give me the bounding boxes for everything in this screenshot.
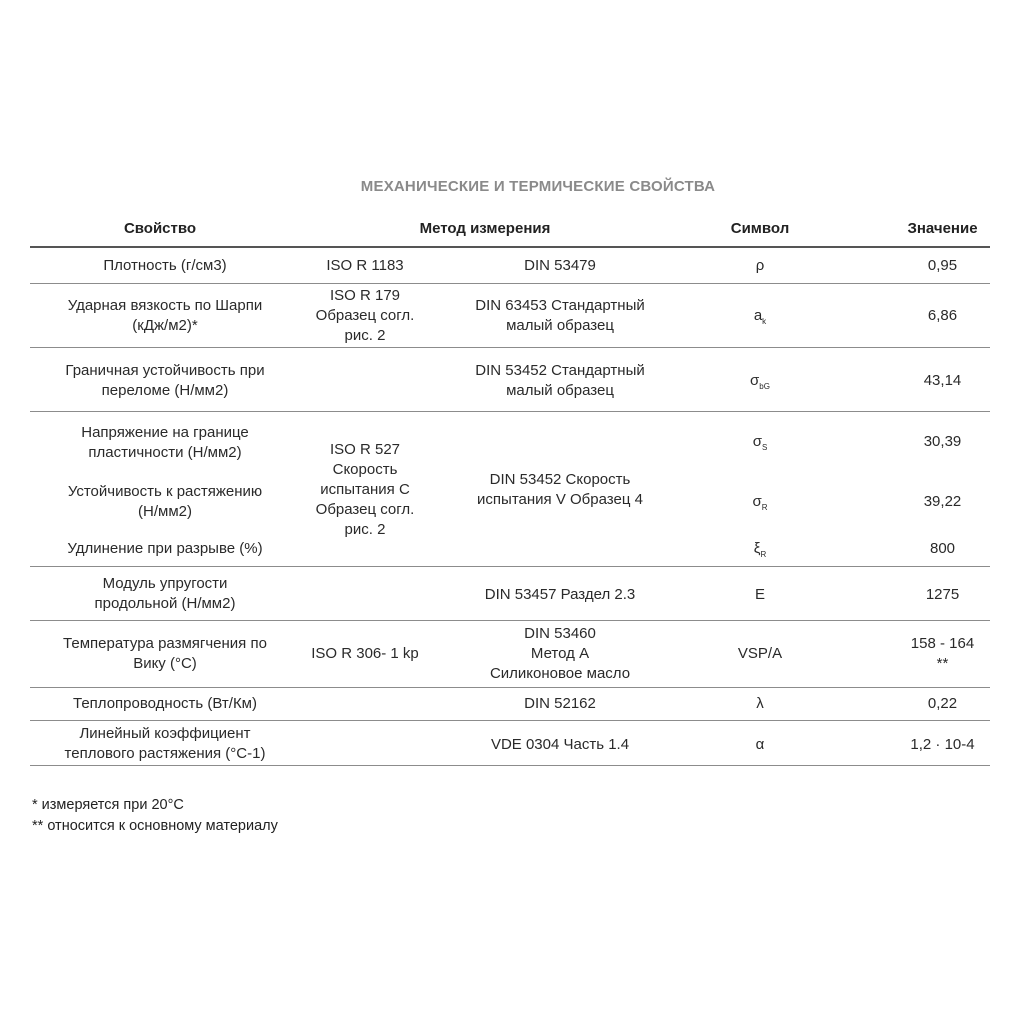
tensile-symbol: $\sigma_R$ bbox=[752, 493, 768, 512]
expansion-din: VDE 0304 Часть 1.4 bbox=[490, 736, 630, 753]
tensile-value: 39,22 bbox=[923, 493, 962, 510]
conductivity-din: DIN 52162 bbox=[524, 695, 596, 712]
row-divider bbox=[30, 620, 990, 621]
elongation-property: Удлинение при разрыве (%) bbox=[67, 540, 263, 557]
modulus-din: DIN 53457 Раздел 2.3 bbox=[484, 586, 636, 603]
modulus-value: 1275 bbox=[925, 586, 960, 603]
charpy-property: Ударная вязкость по Шарпи (кДж/м2)* bbox=[67, 297, 263, 334]
row-divider bbox=[30, 347, 990, 348]
yield-symbol: $\sigma_S$ bbox=[752, 433, 768, 452]
tensile-property: Устойчивость к растяжению (Н/мм2) bbox=[67, 483, 263, 520]
density-property: Плотность (г/см3) bbox=[103, 257, 227, 274]
footnote-1: * измеряется при 20°С bbox=[32, 797, 184, 813]
modulus-symbol: E bbox=[754, 586, 765, 603]
row-divider bbox=[30, 411, 990, 412]
row-divider bbox=[30, 566, 990, 567]
expansion-symbol: α bbox=[755, 736, 765, 753]
fracture-property: Граничная устойчивость при переломе (Н/мм2) bbox=[65, 362, 265, 399]
row-divider bbox=[30, 687, 990, 688]
group-iso: ISO R 527 Скорость испытания С Образец согл. рис. 2 bbox=[315, 441, 415, 538]
elongation-value: 800 bbox=[929, 540, 956, 557]
density-value: 0,95 bbox=[927, 257, 958, 274]
vicat-iso: ISO R 306- 1 kp bbox=[311, 645, 419, 662]
footnote-2: ** относится к основному материалу bbox=[32, 818, 278, 834]
expansion-value: 1,2 · 10-4 bbox=[910, 736, 975, 753]
header-method: Метод измерения bbox=[419, 220, 551, 237]
header-divider bbox=[30, 246, 990, 248]
header-value: Значение bbox=[907, 220, 978, 237]
conductivity-value: 0,22 bbox=[927, 695, 958, 712]
conductivity-property: Теплопроводность (Вт/Км) bbox=[73, 695, 257, 712]
fracture-symbol: $\sigma_{bG}$ bbox=[750, 372, 770, 391]
row-divider bbox=[30, 765, 990, 766]
charpy-iso: ISO R 179 Образец согл. рис. 2 bbox=[315, 287, 415, 344]
charpy-symbol: $a_k$ bbox=[753, 307, 767, 326]
row-divider bbox=[30, 283, 990, 284]
yield-value: 30,39 bbox=[923, 433, 962, 450]
vicat-symbol: VSP/A bbox=[737, 645, 783, 662]
vicat-value: 158 - 164 ** bbox=[910, 635, 975, 672]
fracture-value: 43,14 bbox=[923, 372, 962, 389]
vicat-property: Температура размягчения по Вику (°С) bbox=[63, 635, 267, 672]
modulus-property: Модуль упругости продольной (Н/мм2) bbox=[94, 575, 236, 612]
conductivity-symbol: λ bbox=[756, 695, 764, 712]
expansion-property: Линейный коэффициент теплового растяжения (°С-1) bbox=[64, 725, 266, 762]
vicat-din: DIN 53460 Метод А Силиконовое масло bbox=[489, 625, 631, 682]
charpy-value: 6,86 bbox=[927, 307, 958, 324]
table-title: МЕХАНИЧЕСКИЕ И ТЕРМИЧЕСКИЕ СВОЙСТВА bbox=[360, 178, 716, 195]
density-symbol: ρ bbox=[755, 257, 765, 274]
fracture-din: DIN 53452 Стандартный малый образец bbox=[475, 362, 645, 399]
row-divider bbox=[30, 720, 990, 721]
charpy-din: DIN 63453 Стандартный малый образец bbox=[475, 297, 645, 334]
group-din: DIN 53452 Скорость испытания V Образец 4 bbox=[477, 471, 643, 508]
density-iso: ISO R 1183 bbox=[326, 257, 404, 274]
yield-property: Напряжение на границе пластичности (Н/мм2) bbox=[81, 424, 249, 461]
header-symbol: Символ bbox=[730, 220, 790, 237]
density-din: DIN 53479 bbox=[524, 257, 596, 274]
elongation-symbol: $\xi_R$ bbox=[753, 540, 767, 559]
header-property: Свойство bbox=[123, 220, 197, 237]
